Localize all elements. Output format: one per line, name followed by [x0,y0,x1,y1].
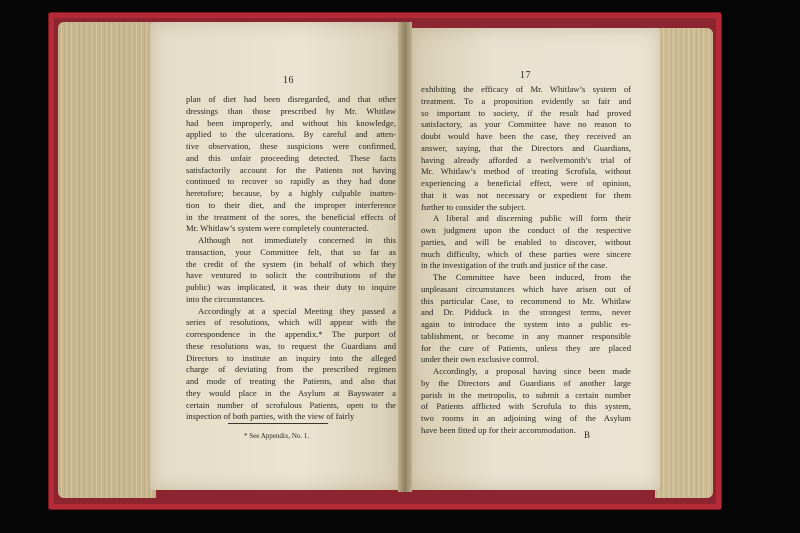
text-line: answer, saying, that the Directors and Guardians, [421,142,631,153]
text-line: Mr. Whitlaw’s system were completely counteracted. [186,223,369,234]
text-line: of Patients afflicted with Scrofula to this system, [421,401,631,412]
text-line: charge of deviating from the prescribed regimen [186,364,396,375]
text-line: have ventured to solicit the contributions of the [186,270,396,281]
text-line: exhibiting the efficacy of Mr. Whitlaw’s system of [421,84,631,94]
text-line: the credit of the system (in behalf of which they [186,258,396,269]
text-line: so important to society, if the result had proved [421,107,631,118]
text-line: tablishment, or become in any manner responsible [421,330,631,341]
text-line: dressings than those prescribed by Mr. Whitlaw [186,105,396,116]
text-line: satisfactorily account for the Patients not having [186,164,396,175]
text-line: in the investigation of the truth and justice of the case. [421,260,608,271]
text-line: experiencing a beneficial effect, were of opinion, [421,178,631,188]
text-line: correspondence in the appendix.* The purport of [186,329,396,339]
right-page-text [421,84,631,437]
text-line: under their own exclusive control. [421,354,539,365]
text-line: further to consider the subject. [421,201,526,212]
text-line: that it was not necessary or expedient for them [421,189,631,200]
text-line: applied to the ulcerations. By careful and atten- [186,129,396,140]
text-line: these resolutions was, to request the Guardians and [186,340,396,351]
text-line: by the Directors and Guardians of another large [421,377,631,388]
text-line: Accordingly, a proposal having since been made [433,366,631,376]
text-line: for the cure of Patients, unless they are placed [421,342,631,353]
text-line: into the circumstances. [186,293,265,304]
book-gutter [398,22,412,492]
text-line: this particular Case, to recommend to Mr. Whitlaw [421,295,631,306]
text-line: tion to their diet, and the improper interference [186,199,396,210]
left-page-text [186,94,396,423]
text-line: satisfactory, as your Committee have no reason to [421,119,631,130]
text-line: tive observation, these suspicions were confirmed, [186,141,396,151]
text-line: doubt would have been the case, they received an [421,131,631,141]
text-line: in the treatment of the sores, the beneficial effects of [186,211,396,222]
text-line: having already afforded a twelvemonth’s trial of [421,154,631,165]
text-line: Mr. Whitlaw’s method of treating Scrofula, without [421,166,631,177]
text-line: heretofore; because, by a highly culpable inatten- [186,188,396,198]
footnote: * See Appendix, No. 1. [244,432,310,440]
text-line: Accordingly at a special Meeting they passed a [198,305,396,316]
text-line: A liberal and discerning public will form their [433,213,631,224]
text-line: certain number of scrofulous Patients, open to the [186,399,396,410]
text-line: had been improperly, and without his knowledge, [186,117,396,128]
text-line: they would place in the Asylum at Bayswater a [186,387,396,398]
left-page-number: 16 [283,75,294,86]
text-line: continued to recover so rapidly as they had done [186,176,396,187]
footnote-rule [228,423,328,424]
left-page-edges [58,22,156,498]
text-line: much difficulty, which of these parties were sincere [421,248,631,259]
text-line: Directors to institute an inquiry into the alleged [186,352,396,363]
text-line: own judgment upon the conduct of the respective [421,225,631,235]
text-line: unpleasant circumstances which have arisen out of [421,283,631,294]
text-line: and this unfair proceeding detected. These facts [186,152,396,163]
right-page-edges [655,28,713,498]
text-line: treatment. To a proposition evidently so fair and [421,95,631,106]
text-line: parties, and will be enabled to discover, without [421,236,631,247]
text-line: and mode of treating the Patients, and also that [186,376,396,386]
text-line: inspection of both parties, with the view of fairly [186,411,355,422]
text-line: public) was implicated, it was their duty to inquire [186,282,396,292]
text-line: series of resolutions, which will appear with the [186,317,396,328]
text-line: have been fitted up for their accommodation. [421,424,576,435]
text-line: plan of diet had been disregarded, and that other [186,94,396,104]
text-line: and Dr. Pidduck in the strongest terms, never [421,307,631,318]
text-line: transaction, your Committee felt, that so far as [186,246,396,257]
text-line: parish in the metropolis, to submit a certain number [421,389,631,400]
right-page-number: 17 [520,70,531,81]
text-line: again to introduce the system into a public es- [421,319,631,329]
text-line: Although not immediately concerned in this [198,235,396,245]
text-line: The Committee have been induced, from the [433,272,631,282]
signature-mark: B [584,430,591,440]
text-line: two rooms in an adjoining wing of the Asylum [421,413,631,423]
